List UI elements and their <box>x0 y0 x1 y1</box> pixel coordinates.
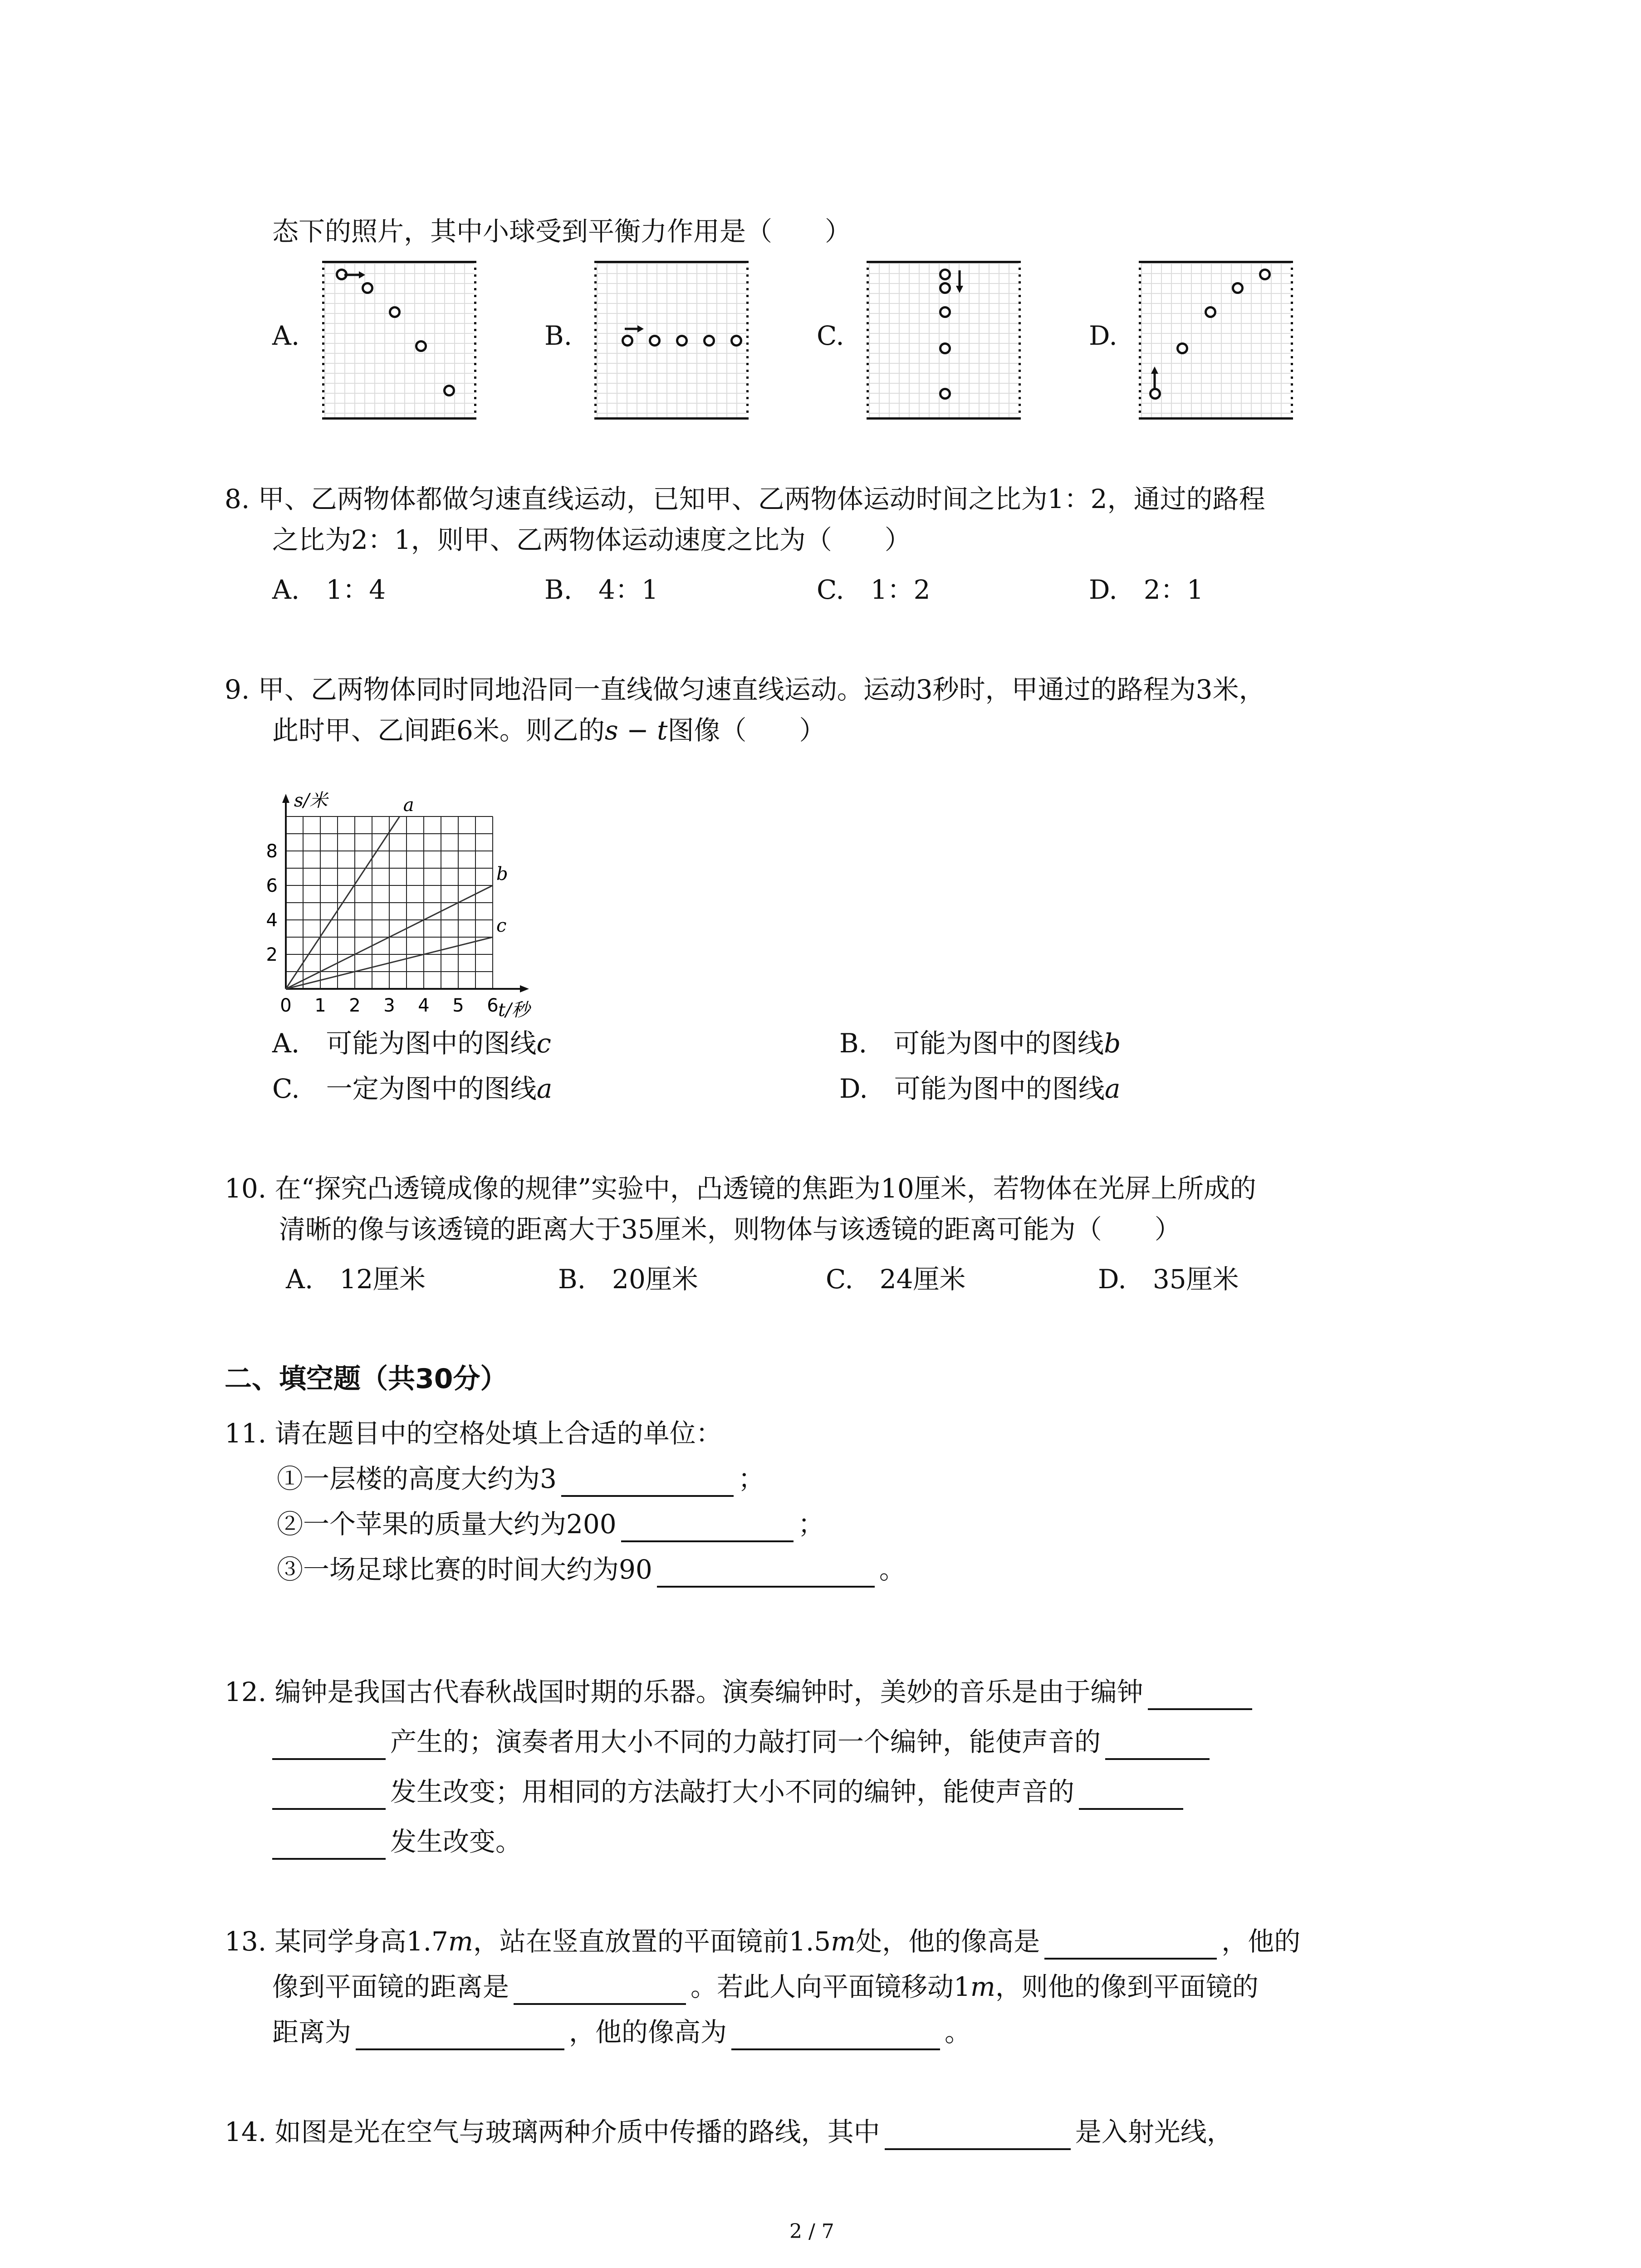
x-tick-label: 6 <box>487 995 499 1016</box>
answer-blank[interactable] <box>356 2020 564 2050</box>
y-tick-label: 2 <box>266 944 278 965</box>
q8-option-a: A. 1：4 <box>272 574 386 605</box>
q10-option-c: C. 24厘米 <box>826 1264 966 1295</box>
q7-label-d: D. <box>1089 320 1117 351</box>
q12-line4-text: 发生改变。 <box>390 1826 522 1857</box>
ball <box>939 269 951 280</box>
answer-blank[interactable] <box>657 1558 875 1588</box>
answer-blank[interactable] <box>1105 1730 1210 1760</box>
q9-option-a <box>272 1025 551 1061</box>
arrow-up-icon <box>1149 366 1160 390</box>
ball <box>703 335 715 347</box>
answer-blank[interactable] <box>272 1780 386 1810</box>
y-tick-label: 8 <box>266 841 278 862</box>
answer-blank[interactable] <box>1079 1780 1183 1810</box>
x-tick-label: 4 <box>418 995 430 1016</box>
x-tick-label: 3 <box>383 995 395 1016</box>
q13-l1c: 处，他的像高是 <box>856 1926 1040 1957</box>
q10-option-b: B. 20厘米 <box>558 1264 698 1295</box>
q11-stem: 11. 请在题目中的空格处填上合适的单位： <box>225 1418 722 1449</box>
q9-option-a-label: A. 可能为图中的图线 <box>272 1028 537 1059</box>
q9-stem-line2-b: 图像（ ） <box>667 715 826 746</box>
ball <box>939 306 951 318</box>
page-number: 2 / 7 <box>789 2220 834 2243</box>
x-tick-label: 2 <box>349 995 361 1016</box>
arrow-right-icon <box>624 324 645 334</box>
q10-stem-line2: 清晰的像与该透镜的距离大于35厘米，则物体与该透镜的距离可能为（ ） <box>279 1214 1181 1245</box>
y-axis-arrow <box>282 794 289 803</box>
q11-item-1-text: ①一层楼的高度大约为3 <box>277 1463 557 1494</box>
ball <box>415 340 427 352</box>
q14-line1 <box>225 2114 1233 2150</box>
x-axis-arrow <box>520 985 529 992</box>
q7-photo-d <box>1139 261 1293 420</box>
q8-stem-line2: 之比为2：1，则甲、乙两物体运动速度之比为（ ） <box>272 524 911 555</box>
series-label-c: c <box>496 915 507 936</box>
ball <box>1205 306 1216 318</box>
x-tick-label: 5 <box>452 995 464 1016</box>
q7-photo-b <box>594 261 749 420</box>
q9-option-b <box>839 1025 1121 1061</box>
arrow-down-icon <box>954 269 965 294</box>
q11-item-2-text: ②一个苹果的质量大约为200 <box>277 1509 617 1540</box>
answer-blank[interactable] <box>731 2020 940 2050</box>
q8-option-d: D. 2：1 <box>1089 574 1204 605</box>
q7-label-b: B. <box>544 320 573 351</box>
q9-stem-line1: 9. 甲、乙两物体同时同地沿同一直线做匀速直线运动。运动3秒时，甲通过的路程为3米， <box>225 674 1265 705</box>
section-title: 二、填空题（共30分） <box>225 1363 508 1395</box>
answer-blank[interactable] <box>561 1467 734 1497</box>
q12-line3-text: 发生改变；用相同的方法敲打大小不同的编钟，能使声音的 <box>390 1776 1075 1807</box>
answer-blank[interactable] <box>1148 1680 1252 1710</box>
q9-option-b-label: B. 可能为图中的图线 <box>839 1028 1104 1059</box>
q8-stem-line1: 8. 甲、乙两物体都做匀速直线运动，已知甲、乙两物体运动时间之比为1：2，通过的路程 <box>225 484 1265 514</box>
q10-option-a: A. 12厘米 <box>286 1264 426 1295</box>
q13-line3 <box>272 2014 971 2050</box>
ball <box>362 282 373 294</box>
ball <box>443 385 455 396</box>
unit-m: m <box>831 1926 856 1957</box>
ball <box>939 282 951 294</box>
q7-label-c: C. <box>817 320 844 351</box>
q7-photo-a <box>322 261 476 420</box>
q14-line1b: 是入射光线， <box>1075 2116 1233 2147</box>
series-label-b: b <box>496 864 508 885</box>
q12-line4 <box>272 1823 522 1860</box>
q9-stem-var: s − t <box>604 715 668 746</box>
q12-line1 <box>225 1674 1257 1710</box>
ball <box>676 335 688 347</box>
ball <box>389 306 401 318</box>
ball <box>649 335 661 347</box>
q12-line2 <box>272 1724 1214 1760</box>
q9-option-d-label: D. 可能为图中的图线 <box>839 1073 1105 1104</box>
q11-item-2-end: ； <box>798 1509 824 1540</box>
ball <box>1259 269 1271 280</box>
q9-stem-line2 <box>272 712 825 748</box>
q13-l3c: 。 <box>945 2017 971 2048</box>
q13-l1a: 13. 某同学身高1.7 <box>225 1926 448 1957</box>
y-axis-label: s/米 <box>294 790 328 811</box>
q13-l1d: ，他的 <box>1221 1926 1301 1957</box>
series-label-a: a <box>403 795 414 816</box>
q13-l1b: ，站在竖直放置的平面镜前1.5 <box>473 1926 831 1957</box>
q11-item-1 <box>277 1461 764 1497</box>
q11-item-1-end: ； <box>738 1463 764 1494</box>
q9-option-c-var: a <box>536 1073 553 1104</box>
q13-line2 <box>272 1969 1259 2005</box>
q11-item-3-text: ③一场足球比赛的时间大约为90 <box>277 1554 652 1585</box>
q11-item-3-end: 。 <box>879 1554 906 1585</box>
ball <box>939 342 951 354</box>
x-tick-label: 0 <box>280 995 292 1016</box>
q12-line3 <box>272 1774 1188 1810</box>
s-t-chart <box>254 753 581 1025</box>
q13-l2b: 。若此人向平面镜移动1 <box>691 1971 970 2002</box>
q10-option-d: D. 35厘米 <box>1098 1264 1239 1295</box>
q13-line1 <box>225 1923 1300 1960</box>
ball <box>622 335 633 347</box>
q12-line1-text: 12. 编钟是我国古代春秋战国时期的乐器。演奏编钟时，美妙的音乐是由于编钟 <box>225 1677 1143 1707</box>
q9-option-b-var: b <box>1104 1028 1121 1059</box>
q11-item-3 <box>277 1551 906 1588</box>
q10-stem-line1: 10. 在“探究凸透镜成像的规律”实验中，凸透镜的焦距为10厘米，若物体在光屏上所成的 <box>225 1173 1256 1204</box>
q7-label-a: A. <box>272 320 300 351</box>
q13-l2c: ，则他的像到平面镜的 <box>995 1971 1259 2002</box>
answer-blank[interactable] <box>1044 1930 1217 1960</box>
q9-option-a-var: c <box>536 1028 551 1059</box>
answer-blank[interactable] <box>885 2120 1071 2150</box>
y-tick-label: 6 <box>266 875 278 896</box>
q11-item-2 <box>277 1506 824 1542</box>
q9-option-d <box>839 1070 1120 1107</box>
q8-option-b: B. 4：1 <box>544 574 658 605</box>
answer-blank[interactable] <box>514 1975 686 2005</box>
y-tick-label: 4 <box>266 910 278 931</box>
unit-m: m <box>970 1971 995 2002</box>
q9-option-d-var: a <box>1104 1073 1121 1104</box>
x-tick-label: 1 <box>314 995 326 1016</box>
q9-option-c-label: C. 一定为图中的图线 <box>272 1073 537 1104</box>
q9-stem-line2-a: 此时甲、乙间距6米。则乙的 <box>272 715 605 746</box>
q13-l2a: 像到平面镜的距离是 <box>272 1971 509 2002</box>
x-axis-label: t/秒 <box>498 1000 530 1021</box>
unit-m: m <box>448 1926 473 1957</box>
q9-option-c <box>272 1070 552 1107</box>
answer-blank[interactable] <box>272 1730 386 1760</box>
ball <box>939 388 951 400</box>
q14-line1a: 14. 如图是光在空气与玻璃两种介质中传播的路线，其中 <box>225 2116 880 2147</box>
q13-l3a: 距离为 <box>272 2017 352 2048</box>
arrow-right-icon <box>343 269 366 280</box>
ball <box>1232 282 1244 294</box>
ball <box>730 335 742 347</box>
q8-option-c: C. 1：2 <box>817 574 931 605</box>
q7-photo-c <box>867 261 1021 420</box>
ball <box>1176 342 1188 354</box>
q13-l3b: ，他的像高为 <box>569 2017 727 2048</box>
answer-blank[interactable] <box>621 1512 794 1542</box>
answer-blank[interactable] <box>272 1830 386 1860</box>
q7-stem: 态下的照片，其中小球受到平衡力作用是（ ） <box>272 216 852 247</box>
q12-line2-text: 产生的；演奏者用大小不同的力敲打同一个编钟，能使声音的 <box>390 1726 1101 1757</box>
